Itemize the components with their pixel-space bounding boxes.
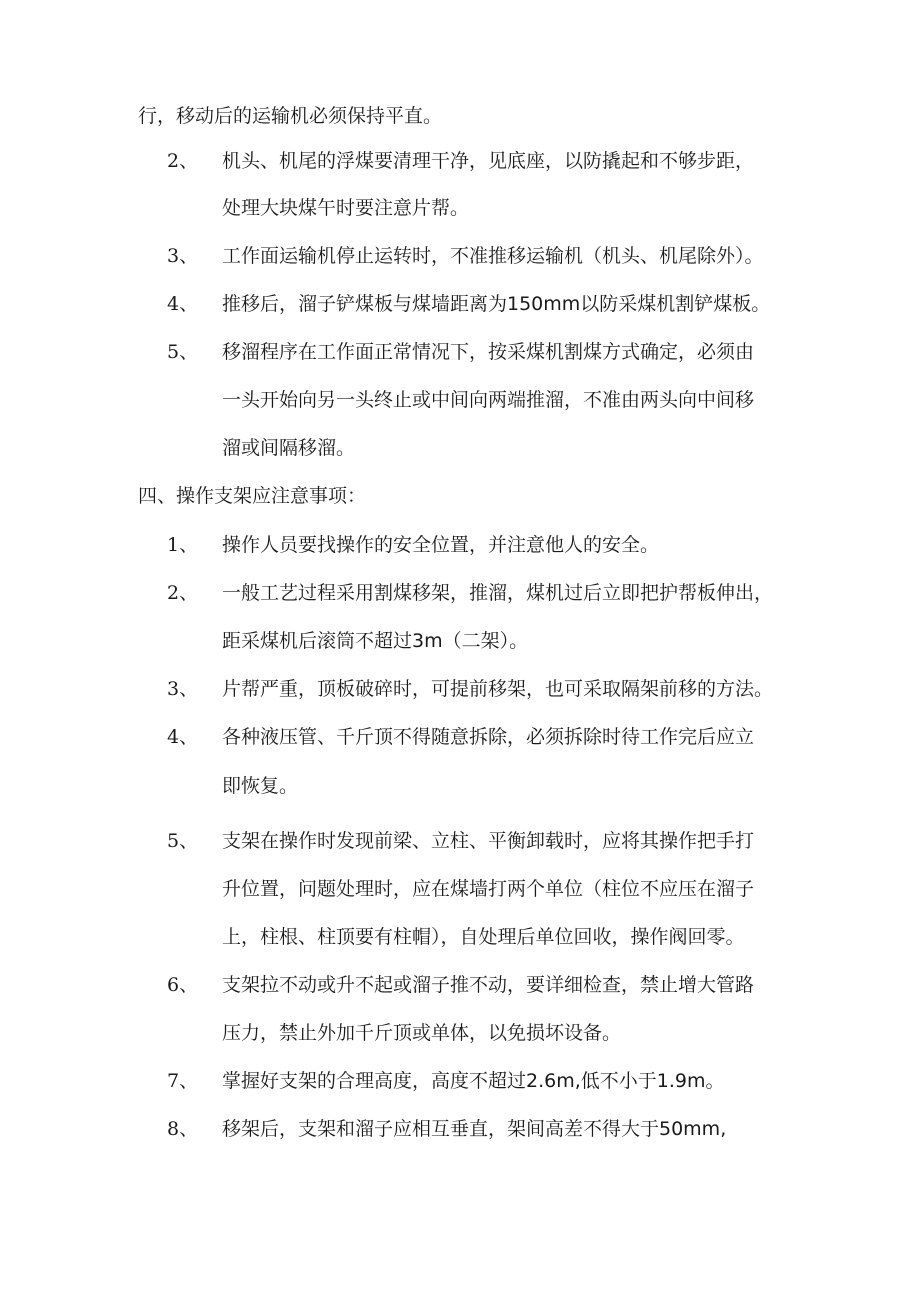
list-item-number: 2、 xyxy=(167,582,199,604)
list-item-number: 1、 xyxy=(167,534,199,556)
list-item-line: 移架后，支架和溜子应相互垂直，架间高差不得大于50mm, xyxy=(222,1118,727,1140)
list-item-line: 机头、机尾的浮煤要清理干净，见底座，以防撬起和不够步距， xyxy=(222,150,755,172)
list-item-number: 4、 xyxy=(167,726,199,748)
list-item-line: 操作人员要找操作的安全位置，并注意他人的安全。 xyxy=(222,534,660,556)
list-item-number: 7、 xyxy=(167,1070,199,1092)
continuation-line: 行，移动后的运输机必须保持平直。 xyxy=(138,105,443,127)
list-item-line: 推移后，溜子铲煤板与煤墙距离为150mm以防采煤机割铲煤板。 xyxy=(222,293,771,315)
list-item-number: 8、 xyxy=(167,1118,199,1140)
list-item-line: 处理大块煤午时要注意片帮。 xyxy=(222,197,470,219)
list-item-line: 各种液压管、千斤顶不得随意拆除，必须拆除时待工作完后应立 xyxy=(222,726,755,748)
list-item-number: 6、 xyxy=(167,974,199,996)
list-item-number: 3、 xyxy=(167,245,199,267)
list-item-line: 支架在操作时发现前梁、立柱、平衡卸载时，应将其操作把手打 xyxy=(222,830,755,852)
list-item-line: 升位置，问题处理时，应在煤墙打两个单位（柱位不应压在溜子 xyxy=(222,878,755,900)
list-item-number: 5、 xyxy=(167,830,199,852)
list-item-line: 工作面运输机停止运转时，不准推移运输机（机头、机尾除外）。 xyxy=(222,245,764,267)
list-item-line: 溜或间隔移溜。 xyxy=(222,437,356,459)
list-item-number: 4、 xyxy=(167,293,199,315)
list-item-line: 一般工艺过程采用割煤移架，推溜，煤机过后立即把护帮板伸出， xyxy=(222,582,774,604)
list-item-line: 片帮严重，顶板破碎时，可提前移架，也可采取隔架前移的方法。 xyxy=(222,678,774,700)
section-heading: 四、操作支架应注意事项： xyxy=(138,485,367,507)
list-item-number: 5、 xyxy=(167,341,199,363)
list-item-line: 上，柱根、柱顶要有柱帽），自处理后单位回收，操作阀回零。 xyxy=(222,926,745,948)
list-item-line: 距采煤机后滚筒不超过3m（二架）。 xyxy=(222,630,529,652)
list-item-number: 2、 xyxy=(167,150,199,172)
list-item-line: 即恢复。 xyxy=(222,775,299,797)
list-item-line: 支架拉不动或升不起或溜子推不动，要详细检查，禁止增大管路 xyxy=(222,974,755,996)
list-item-line: 一头开始向另一头终止或中间向两端推溜，不准由两头向中间移 xyxy=(222,389,755,411)
list-item-line: 压力，禁止外加千斤顶或单体，以免损坏设备。 xyxy=(222,1022,622,1044)
list-item-line: 掌握好支架的合理高度，高度不超过2.6m,低不小于1.9m。 xyxy=(222,1070,725,1092)
list-item-line: 移溜程序在工作面正常情况下，按采煤机割煤方式确定，必须由 xyxy=(222,341,755,363)
list-item-number: 3、 xyxy=(167,678,199,700)
